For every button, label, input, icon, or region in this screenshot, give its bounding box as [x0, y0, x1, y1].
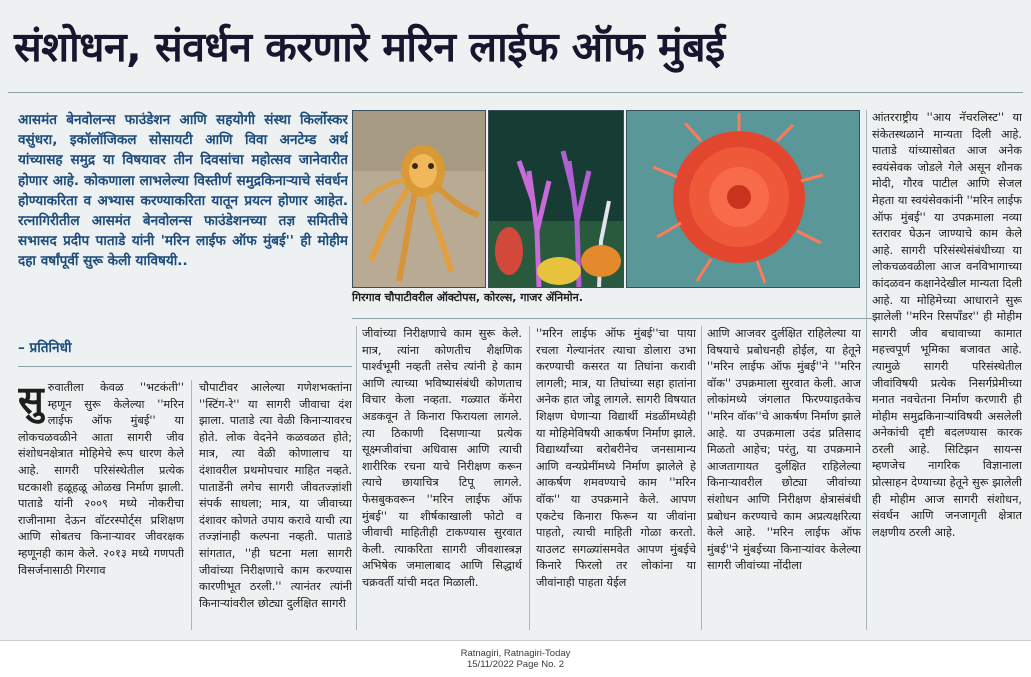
footer-edition: Ratnagiri, Ratnagiri-Today: [460, 648, 571, 659]
page-footer: [0, 648, 1031, 670]
column-1-text: रुवातीला केवळ ''भटकंती'' म्हणून सुरू केलेल्या ''मरिन लाईफ ऑफ मुंबई'' या लोकचळवळीने आता सागरी जीव संशोधनक्षेत्रात मोहिमेचे रूप धारण केले आहे. सागरी परिसंस्थेतील प्रत्येक घटकाशी हळूहळू ओळख निर्माण झाली. पाताडे यांनी २००९ मध्ये नोकरीचा राजीनामा देऊन वॉटरस्पोर्ट्स प्रशिक्षण आणि सोबतच किनाऱ्यावर जीवरक्षक म्हणूनही काम केले. २०१३ मध्ये गणपती विसर्जनासाठी गिरगाव: [18, 381, 184, 577]
photo-caption: गिरगाव चौपाटीवरील ऑक्टोपस, कोरल्स, गाजर ॲनिमोन.: [352, 291, 583, 304]
article-column-4: ''मरिन लाईफ ऑफ मुंबई''चा पाया रचला गेल्यानंतर त्याचा डोलारा उभा करण्याची कसरत या तिघांना करावी लागली; मात्र, या तिघांच्या सहा हातांना अनेक हात जोडू लागले. सागरी विषयात शिक्षण घेणाऱ्या विद्यार्थी मंडळींमध्येही या मोहिमेविषयी आकर्षण निर्माण झाले. विद्यार्थ्यांच्या बरोबरीनेच जनसामान्य आणि वन्यप्रेमींमध्ये निर्माण झालेले हे आकर्षण शमवण्याचे काम ''मरिन वॉक'' या उपक्रमाने केले. आपण एकटेच किनारा फिरून या जीवांना पाहतो, त्याची माहिती गोळा करतो. याउलट सगळ्यांसमवेत आपण मुंबईचे किनारे फिरलो तर लोकांना या जीवांनाही पाहता येईल: [536, 327, 696, 589]
column-divider: [701, 326, 702, 630]
drop-cap: सु: [18, 380, 44, 422]
column-divider: [356, 326, 357, 630]
intro-byline: – प्रतिनिधी: [18, 340, 72, 356]
headline-rule: [8, 92, 1023, 93]
intro-rule: [18, 366, 352, 367]
article-column-1: [18, 380, 184, 630]
article-column-3: जीवांच्या निरीक्षणाचे काम सुरू केले. मात्र, त्यांना कोणतीच शैक्षणिक पार्श्वभूमी नव्हती तसेच त्यांनी हे काम आणि त्याच्या भविष्यासंबंधी कोणताच विचार केला नव्हता. गळ्यात कॅमेरा अडकवून ते किनारा फिरायला लागले. त्या ठिकाणी दिसणाऱ्या प्रत्येक सूक्ष्मजीवांचा अधिवास आणि त्याची शारीरिक रचना याचे निरीक्षण करून त्याचे छायाचित्र टिपू लागले. फेसबुकवरून ''मरिन लाईफ ऑफ मुंबई'' या शीर्षकाखाली फोटो व जीवाची माहितीही टाकण्यास सुरवात केली. त्याकरिता सागरी जीवशास्त्रज्ञ अभिषेक जमालाबाद आणि सिद्धार्थ चक्रवर्ती यांची मदत मिळाली.: [362, 327, 522, 589]
column-divider: [866, 110, 867, 630]
caption-rule: [352, 318, 872, 319]
carrot-anemone-photo: [626, 110, 860, 288]
intro-paragraph: आसमंत बेनवोलन्स फाउंडेशन आणि सहयोगी संस्था किर्लोस्कर वसुंधरा, इकॉलॉजिकल सोसायटी आणि विवा अनटेम्ड अर्थ यांच्यासह समुद्र या विषयावर तीन दिवसांचा महोत्सव जानेवारीत होणार आहे. कोकणाला लाभलेल्या विस्तीर्ण समुद्रकिनाऱ्याचे संवर्धन होण्याकरिता व अभ्यास करण्याकरिता यातून प्रयत्न होणार आहेत. रत्नागिरीतील आसमंत बेनवोलन्स फाउंडेशनच्या तज्ञ समितीचे सभासद प्रदीप पाताडे यांनी 'मरिन लाईफ ऑफ मुंबई'' ही मोहीम दहा वर्षांपूर्वी सुरू केली याविषयी..: [18, 112, 348, 270]
corals-photo: [488, 110, 624, 288]
article-column-6: आंतरराष्ट्रीय ''आय नॅचरलिस्ट'' या संकेतस्थळाने मान्यता दिली आहे. पाताडे यांच्यासोबत आज अनेक स्वयंसेवक जोडले गेले असून शौनक मोदी, गौरव पाटील आणि सेजल मेहता या स्वयंसेवकांनी ''मरिन लाईफ ऑफ मुंबई'' या उपक्रमाला नव्या स्तरावर घेऊन जाण्याचे काम केले आहे. सागरी परिसंस्थेसंबंधीच्या या लोकचळवळीला आज वनविभागाच्या कांदळवन कक्षानेदेखील मान्यता दिली आहे. या मोहिमेच्या आधाराने सुरू झालेली ''मरिन रिसपॉंडर'' ही मोहीम सागरी जीव बचावाच्या कामात महत्त्वपूर्ण भूमिका बजावत आहे. त्यामुळे सागरी परिसंस्थेतील जीवांविषयी प्रत्येक निसर्गप्रेमीच्या मनात नवचेतना निर्माण करणारी ही मोहीम समुद्रकिनाऱ्यांविषयी असलेली अनेकांची दृष्टी बदलण्यास कारक ठरली आहे. सिटिझन सायन्स म्हणजेच नागरिक विज्ञानाला प्रोत्साहन देण्याच्या हेतूने सुरू झालेली ही मोहीम आज सागरी संशोधन, संवर्धन आणि जनजागृती क्षेत्रात लक्षणीय ठरली आहे.: [872, 111, 1022, 539]
footer-date-page: 15/11/2022 Page No. 2: [466, 659, 564, 670]
article-column-2: चौपाटीवर आलेल्या गणेशभक्तांना ''स्टिंग-रे'' या सागरी जीवाचा दंश झाला. पाताडे त्या वेळी किनाऱ्यावरच होते. लोक वेदनेने कळवळत होते; मात्र, त्या वेळी कोणालाच या दंशावरील प्रथमोपचार माहित नव्हते. पाताडेंनी लगेच सागरी जीवतज्ज्ञांशी संपर्क साधला; मात्र, या जीवाच्या दंशावर कोणते उपाय करावे याची त्या तज्ज्ञांनाही कल्पना नव्हती. पाताडे सांगतात, ''ही घटना मला सागरी जीवांच्या निरीक्षणाचे काम करण्यास कारणीभूत ठरली.'' त्यानंतर त्यांनी किनाऱ्यांवरील छोट्या दुर्लक्षित सागरी: [199, 381, 352, 610]
column-divider: [529, 326, 530, 630]
article-column-5: आणि आजवर दुर्लक्षित राहिलेल्या या विषयाचे प्रबोधनही होईल, या हेतूने ''मरिन लाईफ ऑफ मुंबई''ने ''मरिन वॉक'' उपक्रमाला सुरवात केली. आज लोकांमध्ये जंगलात फिरण्याइतकेच ''मरिन वॉक''चे आकर्षण निर्माण झाले आहे. या उपक्रमाला उदंड प्रतिसाद मिळतो आहेच; परंतु, या उपक्रमाने आजतागायत दुर्लक्षित राहिलेल्या किनाऱ्यावरील छोट्या जीवांच्या संशोधन आणि निरीक्षण क्षेत्रासंबंधी प्रबोधन करण्याचे काम अप्रत्यक्षरित्या केले आहे. ''मरिन लाईफ ऑफ मुंबई''ने मुंबईच्या किनाऱ्यांवर केलेल्या सागरी जीवांच्या नोंदीला: [707, 327, 861, 573]
headline: संशोधन, संवर्धन करणारे मरिन लाईफ ऑफ मुंबई: [14, 23, 725, 71]
column-divider: [191, 380, 192, 630]
octopus-photo: [352, 110, 486, 288]
